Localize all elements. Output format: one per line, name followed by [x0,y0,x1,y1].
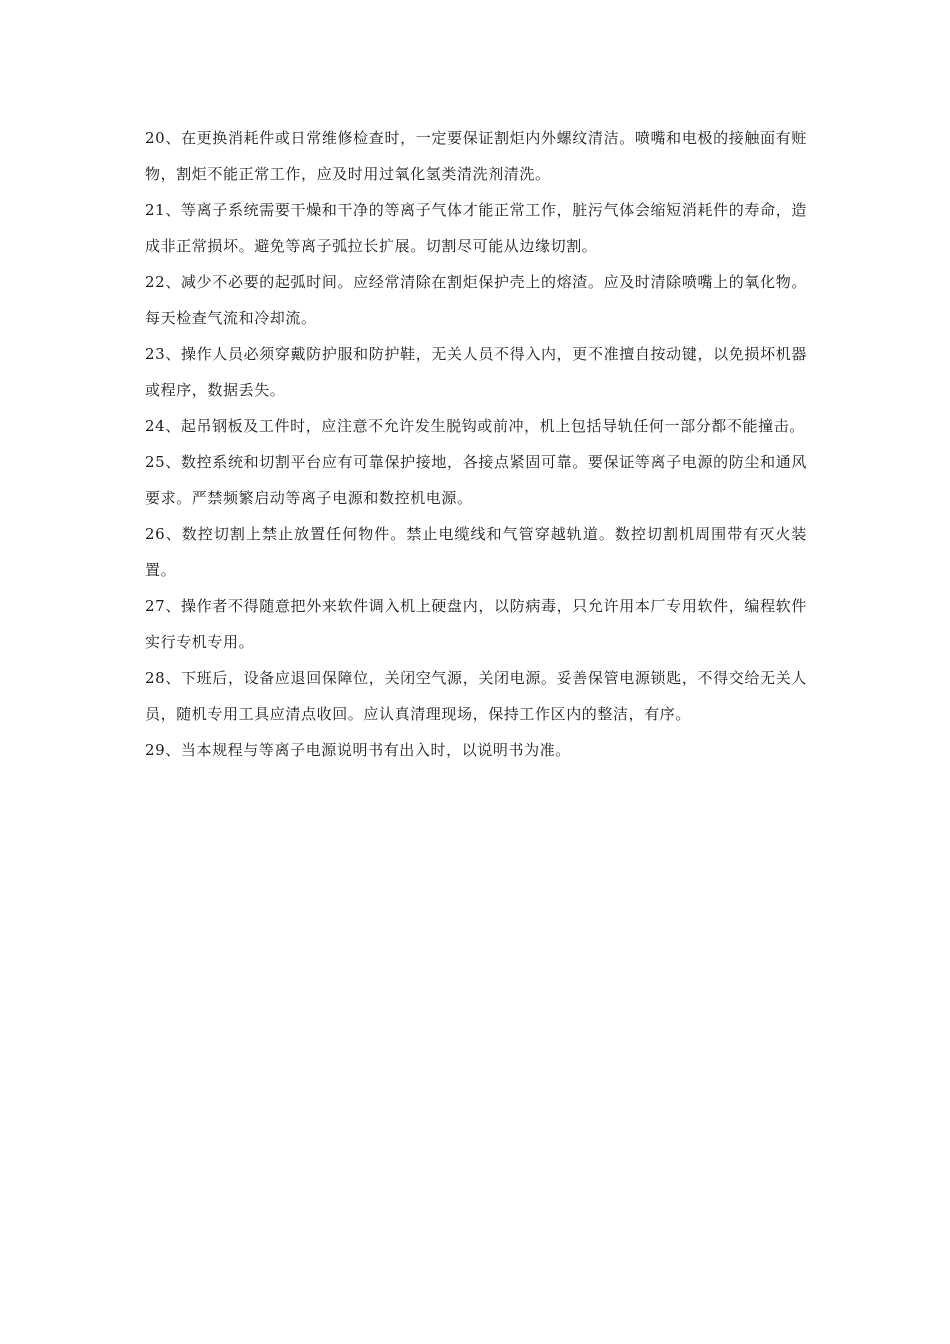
rule-item-23: 23、操作人员必须穿戴防护服和防护鞋，无关人员不得入内，更不准擅自按动键，以免损坏机器或程序，数据丢失。 [145,345,807,399]
rule-item-22: 22、减少不必要的起弧时间。应经常清除在割炬保护壳上的熔渣。应及时清除喷嘴上的氧化物。每天检查气流和冷却流。 [145,273,807,327]
rule-item-21: 21、等离子系统需要干燥和干净的等离子气体才能正常工作，脏污气体会缩短消耗件的寿命，造成非正常损坏。避免等离子弧拉长扩展。切割尽可能从边缘切割。 [145,201,807,255]
rule-item-24: 24、起吊钢板及工件时，应注意不允许发生脱钩或前冲，机上包括导轨任何一部分都不能撞击。 [145,417,805,435]
rule-item-26: 26、数控切割上禁止放置任何物件。禁止电缆线和气管穿越轨道。数控切割机周围带有灭火装置。 [145,525,807,579]
rule-item-25: 25、数控系统和切割平台应有可靠保护接地，各接点紧固可靠。要保证等离子电源的防尘和通风要求。严禁频繁启动等离子电源和数控机电源。 [145,453,807,507]
rule-item-20: 20、在更换消耗件或日常维修检查时，一定要保证割炬内外螺纹清洁。喷嘴和电极的接触面有赃物，割炬不能正常工作，应及时用过氧化氢类清洗剂清洗。 [145,129,807,183]
document-body [145,120,807,768]
rule-item-29: 29、当本规程与等离子电源说明书有出入时，以说明书为准。 [145,741,571,759]
rule-item-28: 28、下班后，设备应退回保障位，关闭空气源，关闭电源。妥善保管电源锁匙，不得交给无关人员，随机专用工具应清点收回。应认真清理现场，保持工作区内的整洁，有序。 [145,669,807,723]
rule-item-27: 27、操作者不得随意把外来软件调入机上硬盘内，以防病毒，只允许用本厂专用软件，编程软件实行专机专用。 [145,597,807,651]
